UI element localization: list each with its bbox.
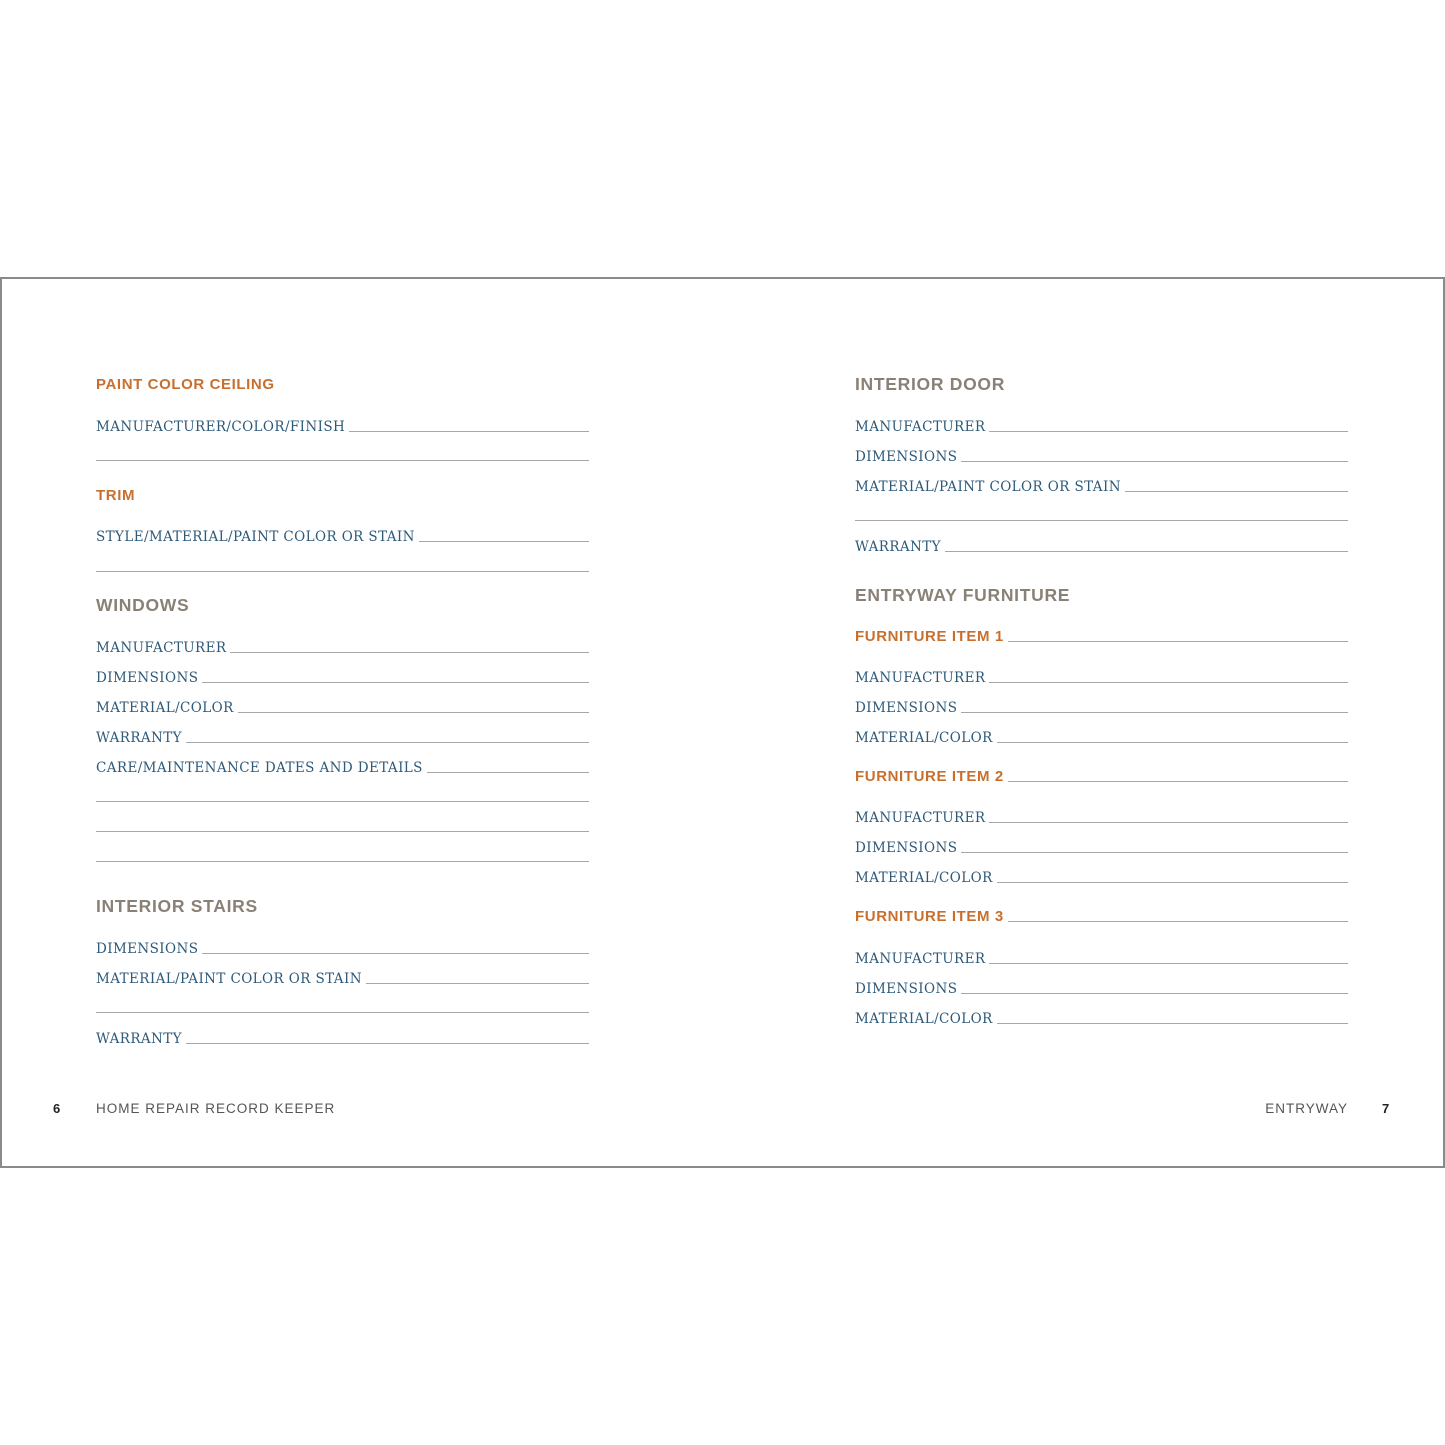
write-line [186, 1043, 589, 1044]
field-label: DIMENSIONS [96, 940, 199, 957]
field-label: MATERIAL/COLOR [855, 869, 993, 886]
door-warranty-field[interactable] [855, 532, 1348, 554]
write-line [366, 983, 589, 984]
write-line [186, 742, 589, 743]
item3-dimensions-field[interactable] [855, 974, 1348, 996]
write-line [1008, 781, 1348, 782]
write-line [202, 953, 589, 954]
field-label: MANUFACTURER/COLOR/FINISH [96, 418, 346, 435]
left-running-footer: HOME REPAIR RECORD KEEPER [96, 1101, 336, 1116]
furniture-item-1-field[interactable] [855, 622, 1348, 644]
item3-material-field[interactable] [855, 1004, 1348, 1026]
door-dimensions-field[interactable] [855, 442, 1348, 464]
windows-dimensions-field[interactable] [96, 663, 589, 685]
blank-line[interactable] [96, 861, 589, 862]
windows-manufacturer-field[interactable] [96, 633, 589, 655]
blank-line[interactable] [96, 801, 589, 802]
field-label: DIMENSIONS [96, 669, 199, 686]
write-line [997, 882, 1348, 883]
furniture-item-2-field[interactable] [855, 762, 1348, 784]
write-line [427, 772, 589, 773]
field-label: MANUFACTURER [855, 418, 986, 435]
write-line [230, 652, 589, 653]
right-page-number: 7 [1382, 1101, 1390, 1116]
furniture-item-3-field[interactable] [855, 902, 1348, 924]
field-label: CARE/MAINTENANCE DATES AND DETAILS [96, 759, 423, 776]
write-line [945, 551, 1348, 552]
item1-dimensions-field[interactable] [855, 693, 1348, 715]
item2-material-field[interactable] [855, 863, 1348, 885]
field-label: DIMENSIONS [855, 448, 958, 465]
field-label: MATERIAL/COLOR [855, 1010, 993, 1027]
blank-line[interactable] [96, 831, 589, 832]
paint-manufacturer-field[interactable] [96, 412, 589, 434]
interior-stairs-heading: INTERIOR STAIRS [96, 896, 258, 916]
item2-manufacturer-field[interactable] [855, 803, 1348, 825]
paint-color-ceiling-heading: PAINT COLOR CEILING [96, 376, 275, 393]
field-label: FURNITURE ITEM 1 [855, 628, 1004, 645]
blank-line[interactable] [96, 1012, 589, 1013]
write-line [349, 431, 589, 432]
field-label: DIMENSIONS [855, 699, 958, 716]
write-line [202, 682, 589, 683]
write-line [1125, 491, 1348, 492]
field-label: MANUFACTURER [855, 669, 986, 686]
write-line [238, 712, 589, 713]
write-line [997, 742, 1348, 743]
right-running-footer: ENTRYWAY [1265, 1101, 1348, 1116]
field-label: WARRANTY [96, 729, 182, 746]
field-label: FURNITURE ITEM 3 [855, 908, 1004, 925]
write-line [961, 712, 1348, 713]
field-label: FURNITURE ITEM 2 [855, 768, 1004, 785]
left-page-number: 6 [53, 1101, 61, 1116]
stairs-dimensions-field[interactable] [96, 934, 589, 956]
blank-line[interactable] [96, 571, 589, 572]
write-line [997, 1023, 1348, 1024]
field-label: WARRANTY [96, 1030, 182, 1047]
field-label: MATERIAL/PAINT COLOR OR STAIN [96, 970, 362, 987]
windows-warranty-field[interactable] [96, 723, 589, 745]
item3-manufacturer-field[interactable] [855, 944, 1348, 966]
write-line [961, 993, 1348, 994]
item1-manufacturer-field[interactable] [855, 663, 1348, 685]
door-material-field[interactable] [855, 472, 1348, 494]
write-line [1008, 641, 1348, 642]
write-line [989, 822, 1348, 823]
write-line [961, 461, 1348, 462]
interior-door-heading: INTERIOR DOOR [855, 374, 1006, 394]
item2-dimensions-field[interactable] [855, 833, 1348, 855]
write-line [989, 682, 1348, 683]
windows-care-field[interactable] [96, 753, 589, 775]
stairs-warranty-field[interactable] [96, 1024, 589, 1046]
stairs-material-field[interactable] [96, 964, 589, 986]
field-label: DIMENSIONS [855, 980, 958, 997]
field-label: MATERIAL/PAINT COLOR OR STAIN [855, 478, 1121, 495]
windows-heading: WINDOWS [96, 595, 190, 615]
write-line [989, 963, 1348, 964]
trim-style-field[interactable] [96, 522, 589, 544]
field-label: MANUFACTURER [96, 639, 227, 656]
write-line [1008, 921, 1348, 922]
trim-heading: TRIM [96, 487, 136, 504]
field-label: STYLE/MATERIAL/PAINT COLOR OR STAIN [96, 528, 415, 545]
field-label: DIMENSIONS [855, 839, 958, 856]
field-label: MANUFACTURER [855, 950, 986, 967]
field-label: WARRANTY [855, 538, 941, 555]
field-label: MATERIAL/COLOR [855, 729, 993, 746]
field-label: MATERIAL/COLOR [96, 699, 234, 716]
write-line [419, 541, 589, 542]
write-line [989, 431, 1348, 432]
entryway-furniture-heading: ENTRYWAY FURNITURE [855, 585, 1071, 605]
write-line [961, 852, 1348, 853]
windows-material-field[interactable] [96, 693, 589, 715]
door-manufacturer-field[interactable] [855, 412, 1348, 434]
blank-line[interactable] [855, 520, 1348, 521]
item1-material-field[interactable] [855, 723, 1348, 745]
blank-line[interactable] [96, 460, 589, 461]
field-label: MANUFACTURER [855, 809, 986, 826]
